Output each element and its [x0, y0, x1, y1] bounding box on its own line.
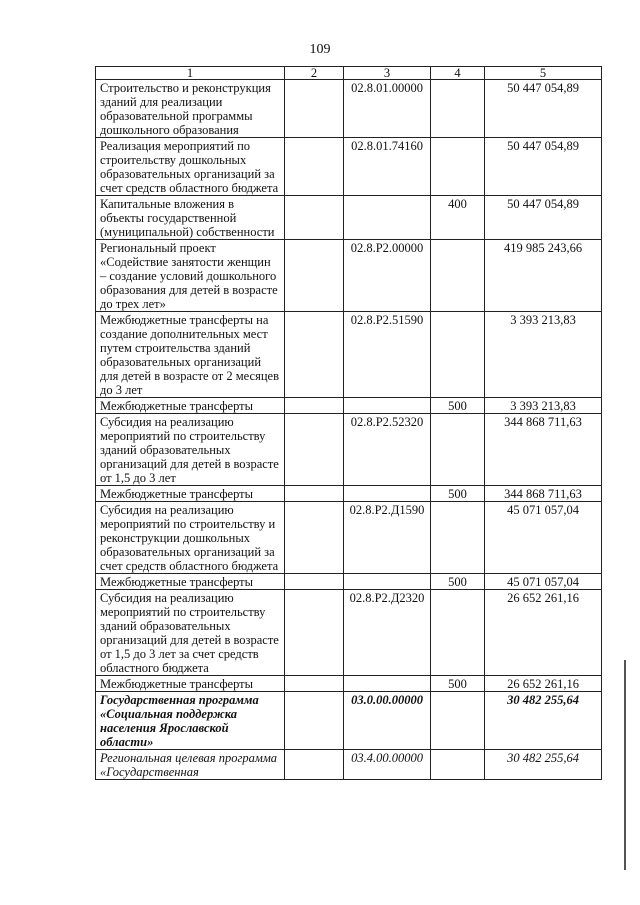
- row-target-code-cell: 02.8.01.00000: [344, 80, 431, 138]
- row-target-code-cell: 02.8.P2.52320: [344, 414, 431, 486]
- row-expense-type-cell: 500: [431, 676, 485, 692]
- row-name-cell: Капитальные вложения в объекты государственной (муниципальной) собственности: [96, 196, 285, 240]
- row-expense-type-cell: [431, 240, 485, 312]
- row-expense-type-cell: 500: [431, 574, 485, 590]
- row-expense-type-cell: [431, 414, 485, 486]
- table-row: [96, 692, 602, 750]
- row-name-cell: Межбюджетные трансферты: [96, 398, 285, 414]
- row-name-cell: Межбюджетные трансферты: [96, 676, 285, 692]
- row-section-cell: [285, 240, 344, 312]
- row-target-code-cell: 02.8.P2.51590: [344, 312, 431, 398]
- table-row: [96, 196, 602, 240]
- row-target-code-cell: [344, 398, 431, 414]
- row-name-cell: Субсидия на реализацию мероприятий по строительству и реконструкции дошкольных образовательных организаций за счет средств областного бюджета: [96, 502, 285, 574]
- row-amount-cell: 30 482 255,64: [485, 692, 602, 750]
- row-name-cell: Субсидия на реализацию мероприятий по строительству зданий образовательных организаций для детей в возрасте от 1,5 до 3 лет: [96, 414, 285, 486]
- row-amount-cell: 26 652 261,16: [485, 590, 602, 676]
- column-number: 1: [96, 67, 285, 80]
- row-amount-cell: 50 447 054,89: [485, 80, 602, 138]
- scan-edge-mark: [624, 660, 626, 870]
- column-number: 3: [344, 67, 431, 80]
- table-row: [96, 502, 602, 574]
- page-number: 109: [309, 42, 331, 57]
- row-section-cell: [285, 196, 344, 240]
- row-target-code-cell: [344, 486, 431, 502]
- row-expense-type-cell: 500: [431, 486, 485, 502]
- row-name-cell: Субсидия на реализацию мероприятий по строительству зданий образовательных организаций для детей в возрасте от 1,5 до 3 лет за счет средств областного бюджета: [96, 590, 285, 676]
- table-row: [96, 240, 602, 312]
- row-section-cell: [285, 138, 344, 196]
- row-expense-type-cell: [431, 590, 485, 676]
- table-row: [96, 676, 602, 692]
- row-amount-cell: 50 447 054,89: [485, 196, 602, 240]
- row-section-cell: [285, 502, 344, 574]
- table-row: [96, 312, 602, 398]
- row-expense-type-cell: [431, 502, 485, 574]
- row-amount-cell: 344 868 711,63: [485, 486, 602, 502]
- row-target-code-cell: 02.8.P2.Д2320: [344, 590, 431, 676]
- table-row: [96, 486, 602, 502]
- row-name-cell: Государственная программа «Социальная поддержка населения Ярославской области»: [96, 692, 285, 750]
- column-number: 2: [285, 67, 344, 80]
- table-row: [96, 590, 602, 676]
- row-name-cell: Региональный проект «Содействие занятости женщин – создание условий дошкольного образования для детей в возрасте до трех лет»: [96, 240, 285, 312]
- row-expense-type-cell: 400: [431, 196, 485, 240]
- row-section-cell: [285, 398, 344, 414]
- row-amount-cell: 3 393 213,83: [485, 398, 602, 414]
- row-name-cell: Межбюджетные трансферты на создание дополнительных мест путем строительства зданий образовательных организаций для детей в возрасте от 2 месяцев до 3 лет: [96, 312, 285, 398]
- row-amount-cell: 344 868 711,63: [485, 414, 602, 486]
- row-expense-type-cell: [431, 692, 485, 750]
- row-amount-cell: 50 447 054,89: [485, 138, 602, 196]
- row-expense-type-cell: 500: [431, 398, 485, 414]
- column-number: 5: [485, 67, 602, 80]
- row-amount-cell: 45 071 057,04: [485, 574, 602, 590]
- row-section-cell: [285, 414, 344, 486]
- row-expense-type-cell: [431, 80, 485, 138]
- column-number: 4: [431, 67, 485, 80]
- row-expense-type-cell: [431, 312, 485, 398]
- row-name-cell: Региональная целевая программа «Государственная: [96, 750, 285, 780]
- row-section-cell: [285, 486, 344, 502]
- row-expense-type-cell: [431, 750, 485, 780]
- row-target-code-cell: 02.8.P2.00000: [344, 240, 431, 312]
- row-section-cell: [285, 676, 344, 692]
- row-target-code-cell: 02.8.P2.Д1590: [344, 502, 431, 574]
- row-target-code-cell: [344, 196, 431, 240]
- row-amount-cell: 26 652 261,16: [485, 676, 602, 692]
- row-section-cell: [285, 312, 344, 398]
- table-row: [96, 414, 602, 486]
- row-name-cell: Межбюджетные трансферты: [96, 574, 285, 590]
- budget-table: [95, 66, 602, 780]
- column-number-row: [96, 67, 602, 80]
- table-row: [96, 750, 602, 780]
- row-name-cell: Строительство и реконструкция зданий для реализации образовательной программы дошкольного образования: [96, 80, 285, 138]
- row-target-code-cell: [344, 676, 431, 692]
- row-target-code-cell: 03.0.00.00000: [344, 692, 431, 750]
- row-amount-cell: 419 985 243,66: [485, 240, 602, 312]
- row-section-cell: [285, 692, 344, 750]
- row-amount-cell: 3 393 213,83: [485, 312, 602, 398]
- row-target-code-cell: [344, 574, 431, 590]
- row-section-cell: [285, 750, 344, 780]
- row-section-cell: [285, 590, 344, 676]
- row-expense-type-cell: [431, 138, 485, 196]
- table-row: [96, 398, 602, 414]
- row-name-cell: Межбюджетные трансферты: [96, 486, 285, 502]
- row-target-code-cell: 02.8.01.74160: [344, 138, 431, 196]
- table-row: [96, 80, 602, 138]
- table-row: [96, 574, 602, 590]
- row-section-cell: [285, 574, 344, 590]
- row-target-code-cell: 03.4.00.00000: [344, 750, 431, 780]
- row-name-cell: Реализация мероприятий по строительству дошкольных образовательных организаций за счет средств областного бюджета: [96, 138, 285, 196]
- row-section-cell: [285, 80, 344, 138]
- table-row: [96, 138, 602, 196]
- row-amount-cell: 45 071 057,04: [485, 502, 602, 574]
- row-amount-cell: 30 482 255,64: [485, 750, 602, 780]
